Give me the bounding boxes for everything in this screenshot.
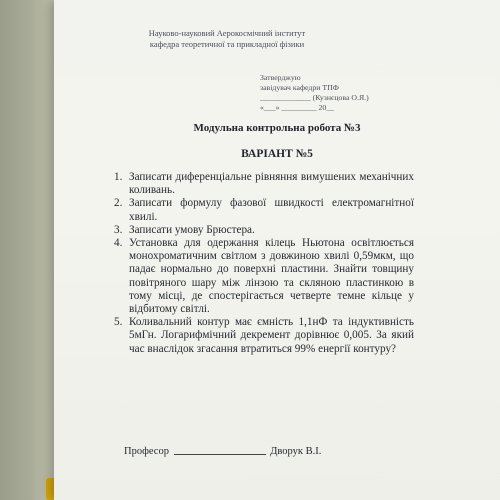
approval-block (260, 73, 369, 113)
task-number: 5. (114, 316, 123, 329)
variant-title: ВАРІАНТ №5 (241, 148, 313, 160)
task-item (114, 171, 414, 197)
task-text: Записати формулу фазової швидкості електромагнітної хвилі. (129, 197, 414, 223)
institution-header (54, 28, 500, 50)
document-title: Модульна контрольна робота №3 (193, 122, 361, 134)
task-number: 1. (114, 171, 123, 183)
approval-line-3: _____________ (Кузнєцова О.Я.) (260, 93, 369, 102)
institution-name: Науково-науковий Аерокосмічний інститут (148, 28, 306, 38)
task-number: 4. (114, 237, 123, 250)
task-text: Записати диференціальне рівняння вимушених механічних коливань. (129, 171, 414, 197)
task-text: Записати умову Брюстера. (129, 223, 255, 236)
signature-line (124, 446, 321, 457)
approval-line-4: «___» _________ 20__ (260, 103, 335, 112)
task-number: 2. (114, 197, 123, 210)
signer-role: Професор (124, 446, 169, 457)
task-item (114, 224, 414, 237)
task-list (114, 171, 414, 356)
document-sheet (54, 0, 500, 500)
task-text: Коливальний контур має ємність 1,1нФ та індуктивність 5мГн. Логарифмічний декремент дорівнює 0,005. За який час внаслідок згасання втратиться 99% енергії контуру? (129, 316, 414, 355)
approval-line-1: Затверджую (260, 73, 301, 82)
signature-underline (174, 454, 266, 455)
approval-line-2: завідувач кафедри ТПФ (260, 83, 339, 92)
task-item (114, 237, 414, 316)
task-item (114, 316, 414, 356)
task-number: 3. (114, 223, 123, 236)
task-text: Установка для одержання кілець Ньютона освітлюється монохроматичним світлом з довжиною хвилі 0,59мкм, що падає нормально до поверхні пластини. Знайти товщину повітряного шару між лінзою та скляною пластинкою в тому місці, де спостерігається четверте темне кільце у відбитому світлі. (129, 237, 414, 316)
task-item (114, 197, 414, 223)
signer-name: Дворук В.І. (270, 446, 322, 457)
department-name: кафедра теоретичної та прикладної фізики (149, 39, 305, 49)
